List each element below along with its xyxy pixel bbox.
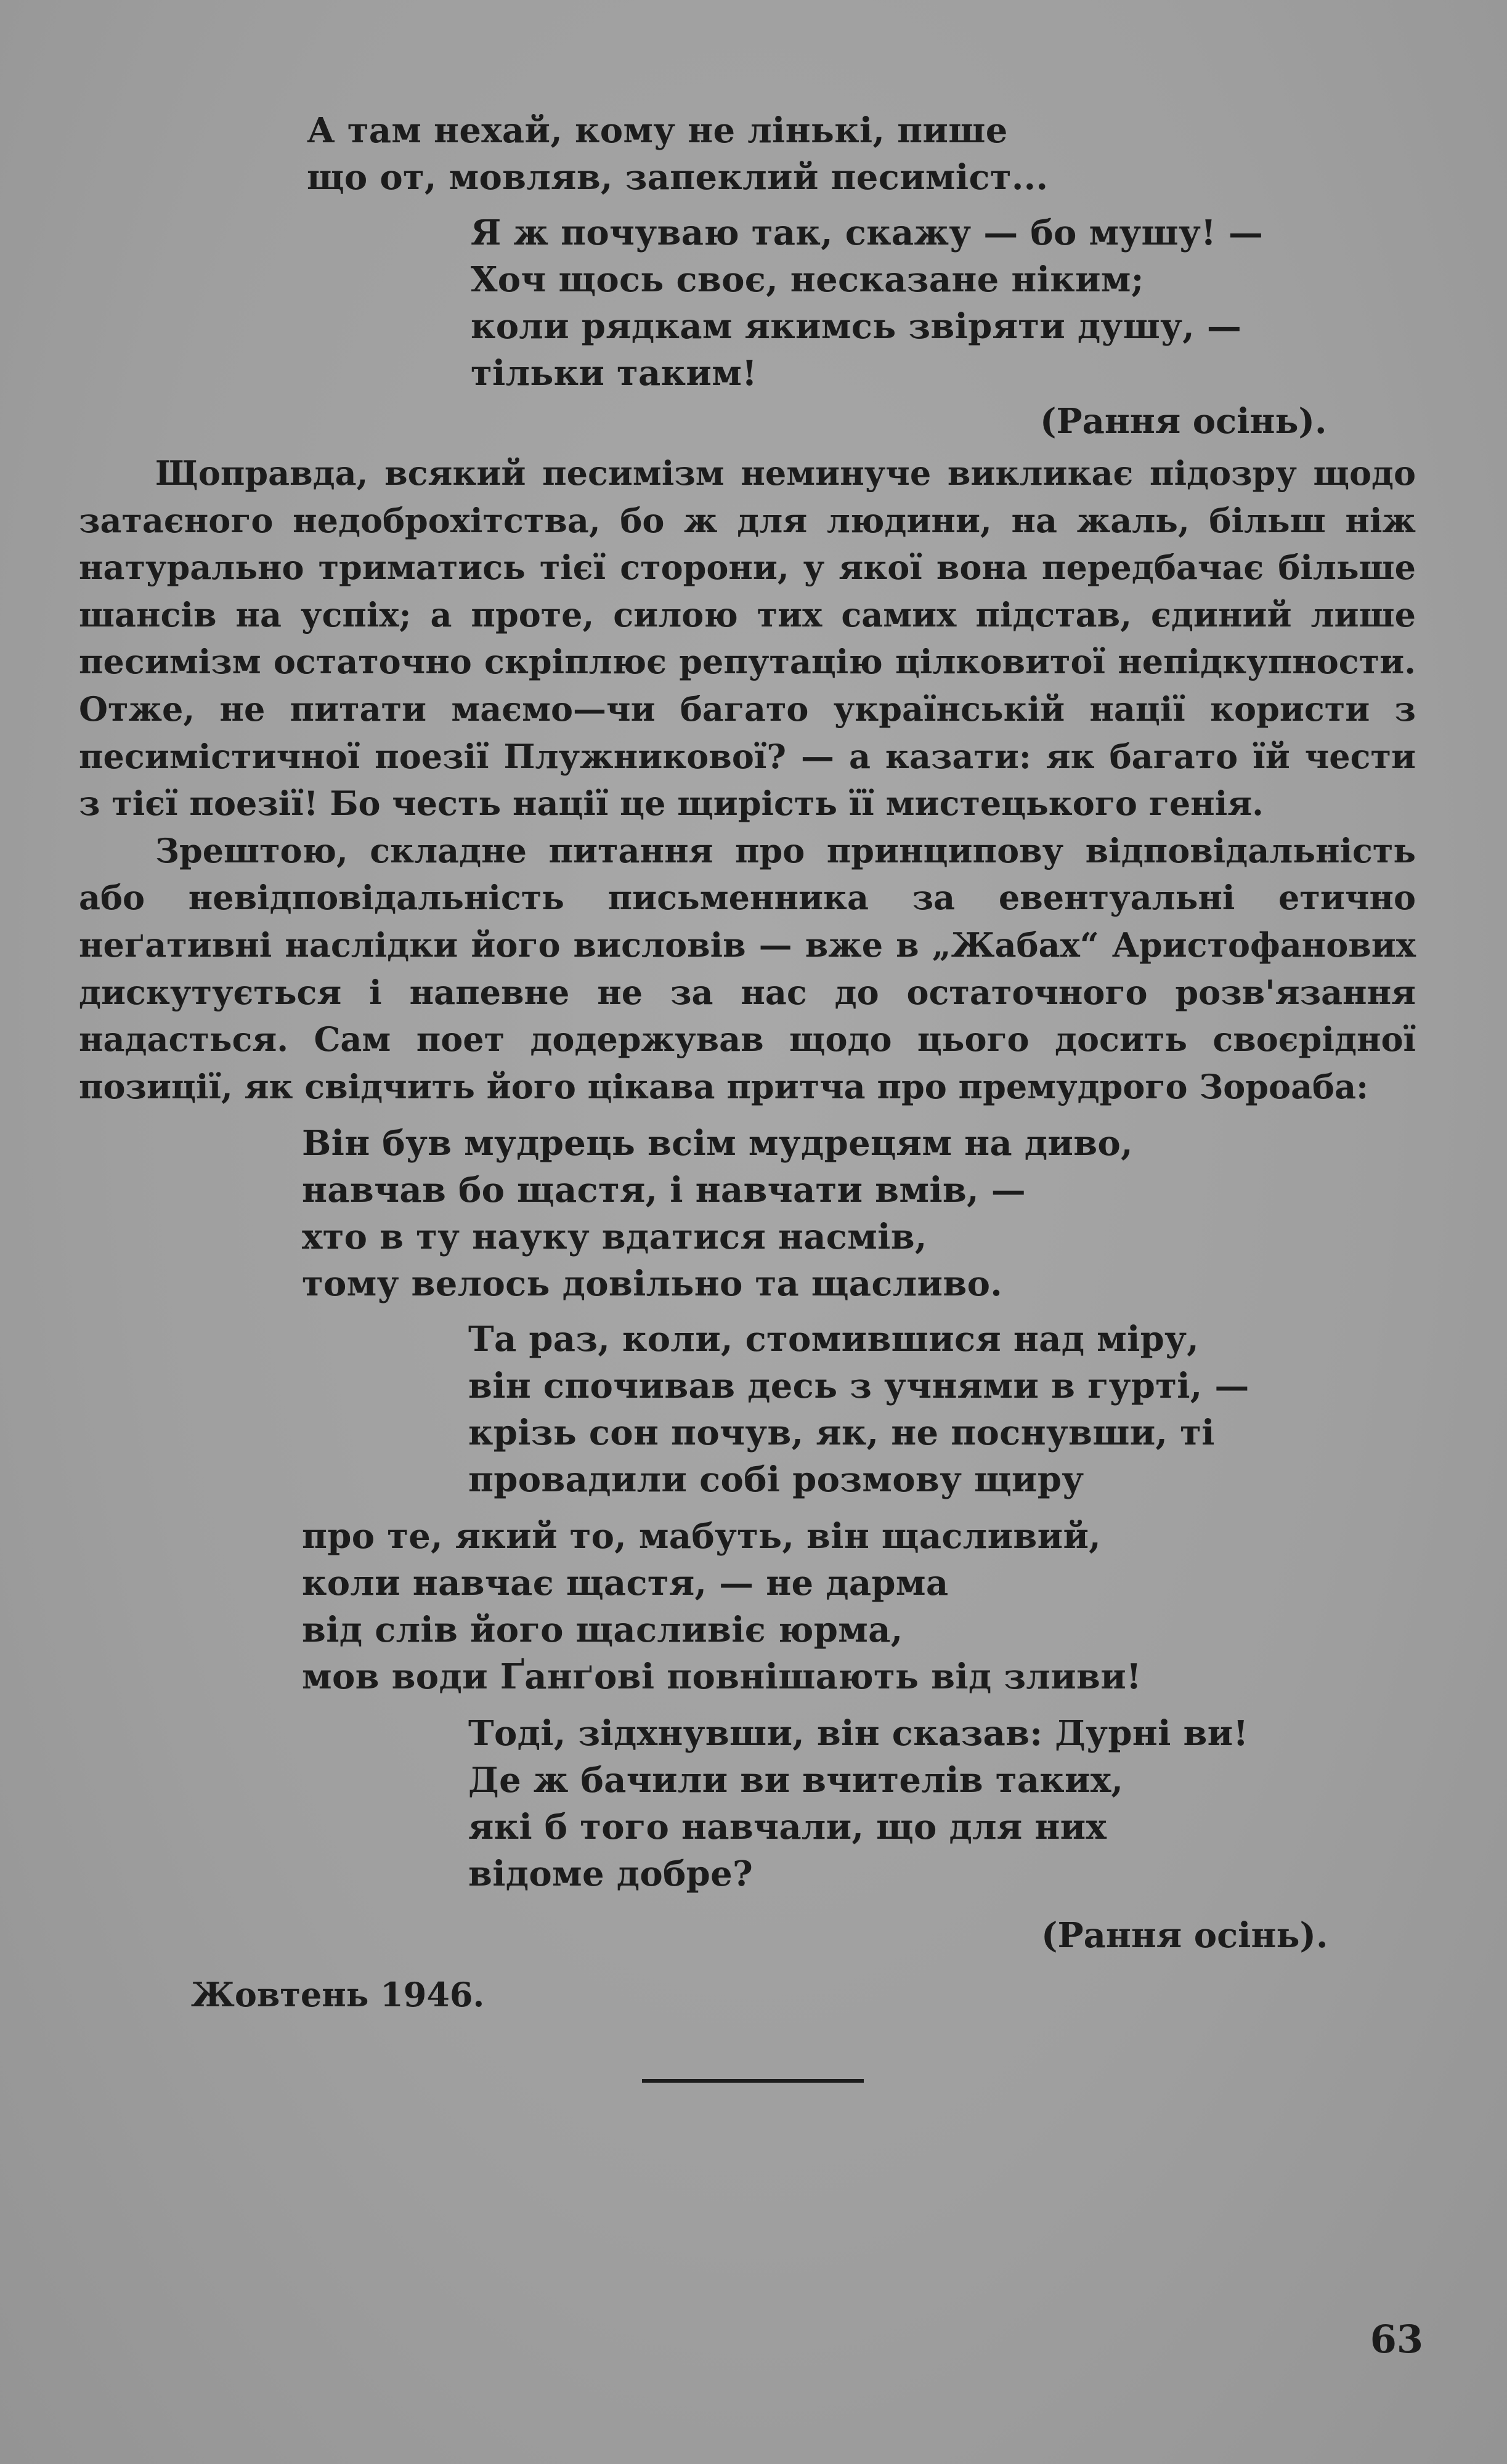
poem-line: Він був мудрець всім мудрецям на диво, <box>302 1123 1133 1164</box>
poem-line: Де ж бачили ви вчителів таких, <box>468 1760 1124 1801</box>
poem-line: коли навчає щастя, — не дарма <box>302 1563 949 1603</box>
poem-line: Тоді, зідхнувши, він сказав: Дурні ви! <box>468 1713 1249 1754</box>
poem-line: хто в ту науку вдатися насмів, <box>302 1217 927 1257</box>
prose-block <box>79 450 1416 1110</box>
poem-line: тому велось довільно та щасливо. <box>302 1263 1003 1304</box>
poem-line: крізь сон почув, як, не поснувши, ті <box>468 1412 1215 1453</box>
poem-line: Я ж почуваю так, скажу — бо мушу! — <box>471 213 1264 253</box>
section-divider <box>642 2079 864 2083</box>
poem-line: коли рядкам якимсь звіряти душу, — <box>471 306 1242 347</box>
poem-line: від слів його щасливіє юрма, <box>302 1610 903 1650</box>
poem-line: тільки таким! <box>471 353 758 394</box>
dateline: Жовтень 1946. <box>191 1975 485 2014</box>
poem-line: провадили собі розмову щиру <box>468 1459 1084 1500</box>
poem-line: навчав бо щастя, і навчати вмів, — <box>302 1170 1026 1210</box>
poem-line: А там нехай, кому не лінькі, пише <box>307 110 1008 151</box>
poem-source: (Рання осінь). <box>1040 401 1327 442</box>
paragraph: Зрештою, складне питання про принципову відповідальність або невідповідальність письменника за евентуальні етично неґативні наслідки його висловів — вже в „Жабах“ Аристофанових дискутується і напевне не за нас до остаточного розв'язання надасться. Сам поет додержував щодо цього досить своєрідної позиції, як свідчить його цікава притча про премудрого Зороаба: <box>79 830 1416 1106</box>
poem-line: відоме добре? <box>468 1854 754 1894</box>
poem-source: (Рання осінь). <box>1041 1915 1328 1956</box>
poem-line: про те, який то, мабуть, він щасливий, <box>302 1516 1102 1557</box>
poem-line: які б того навчали, що для них <box>468 1807 1107 1847</box>
poem-line: Та раз, коли, стомившися над міру, <box>468 1319 1200 1360</box>
poem-line: мов води Ґанґові повнішають від зливи! <box>302 1656 1142 1697</box>
poem-line: він спочивав десь з учнями в гурті, — <box>468 1366 1249 1406</box>
paragraph: Щоправда, всякий песимізм неминуче викликає підозру щодо затаєного недоброхітства, бо ж для людини, на жаль, більш ніж натурально триматись тієї сторони, у якої вона передбачає більше шансів на успіх; а проте, силою тих самих підстав, єдиний лише песимізм остаточно скріплює репутацію цілковитої непідкупности. Отже, не питати маємо—чи багато українській нації користи з песимістичної поезії Плужникової? — а казати: як багато їй чести з тієї поезії! Бо честь нації це щирість її мистецького генія. <box>79 453 1416 824</box>
page-number: 63 <box>1370 2317 1423 2362</box>
poem-line: що от, мовляв, запеклий песиміст... <box>307 157 1049 198</box>
poem-line: Хоч щось своє, несказане ніким; <box>471 259 1144 300</box>
